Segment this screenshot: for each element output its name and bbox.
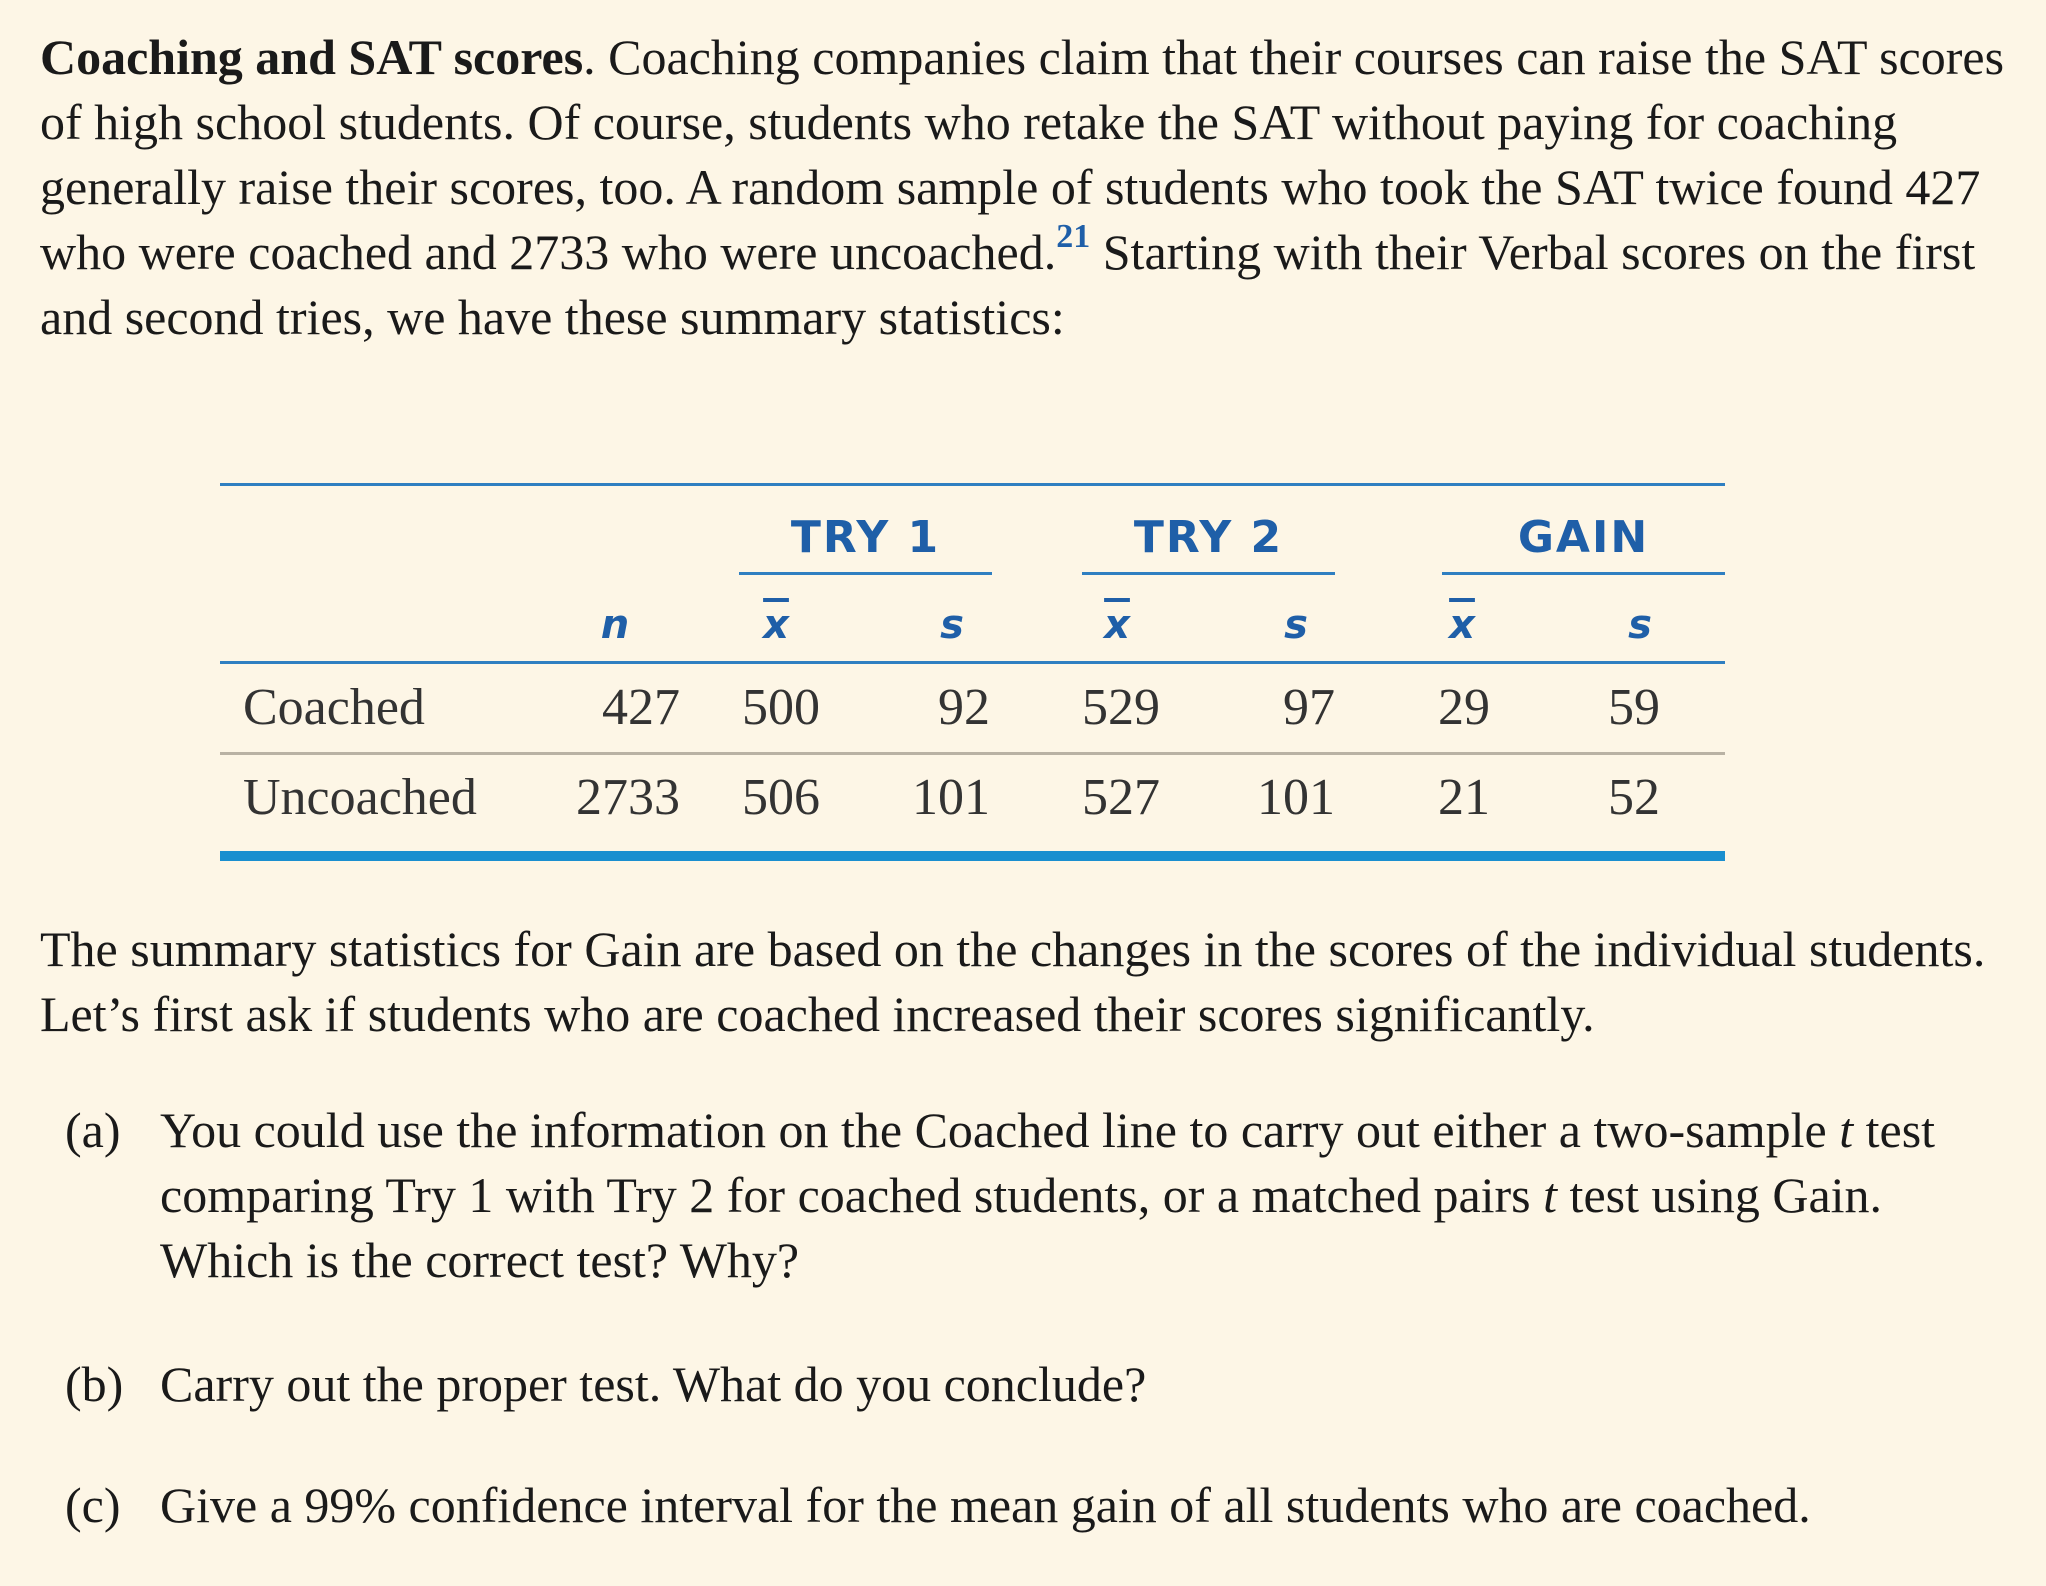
question-c-text: Give a 99% confidence interval for the mean gain of all students who are coached.	[160, 1477, 1811, 1533]
cell-uncoached-gain-s: 52	[1608, 769, 1660, 826]
row-label-uncoached: Uncoached	[243, 769, 477, 826]
problem-intro	[40, 25, 2010, 350]
col-header-gain-mean: $\overline{x}$	[1449, 602, 1475, 648]
group-header-try1: TRY 1	[790, 512, 941, 563]
question-a-text: You could use the information on the Coached line to carry out either a two-sample t test comparing Try 1 with Try 2 for coached students, or a matched pairs t test using Gain. Which is the correct test? Why?	[160, 1102, 1936, 1288]
table-bottom-rule	[220, 851, 1725, 861]
cell-uncoached-try1-s: 101	[912, 769, 990, 826]
group-header-try2: TRY 2	[1133, 512, 1284, 563]
col-header-try2-mean: $\overline{x}$	[1104, 602, 1130, 648]
cell-uncoached-gain-mean: 21	[1438, 769, 1490, 826]
col-header-n: n	[600, 602, 630, 648]
question-b-text: Carry out the proper test. What do you conclude?	[160, 1356, 1147, 1412]
summary-paragraph: The summary statistics for Gain are based on the changes in the scores of the individual students. Let’s first ask if students who are coached increased their scores significantly.	[40, 921, 1986, 1042]
question-a-label: (a)	[65, 1102, 121, 1158]
group-rule-try2	[1082, 572, 1335, 575]
cell-uncoached-try1-mean: 506	[742, 769, 820, 826]
footnote-ref[interactable]: 21	[1056, 218, 1091, 255]
intro-text: . Coaching companies claim that their courses can raise the SAT scores of high school students. Of course, students who retake the SAT without paying for coaching generally raise their scores, too. A random sample of students who took the SAT twice found 427 who were coached and 2733 who were uncoached.	[40, 29, 2005, 280]
col-header-try2-s: s	[1284, 602, 1308, 648]
col-header-try1-mean: $\overline{x}$	[763, 602, 789, 648]
header-rule	[220, 661, 1725, 664]
question-c-label: (c)	[65, 1477, 121, 1533]
table-top-rule	[220, 483, 1725, 486]
question-b-label: (b)	[65, 1356, 124, 1412]
cell-uncoached-try2-mean: 527	[1082, 769, 1160, 826]
cell-coached-try2-mean: 529	[1082, 679, 1160, 736]
col-header-gain-s: s	[1628, 602, 1652, 648]
cell-coached-gain-mean: 29	[1438, 679, 1490, 736]
cell-coached-try1-s: 92	[938, 679, 990, 736]
col-header-try1-s: s	[940, 602, 964, 648]
row-label-coached: Coached	[243, 679, 425, 736]
cell-coached-try1-mean: 500	[742, 679, 820, 736]
cell-uncoached-try2-s: 101	[1257, 769, 1335, 826]
group-rule-try1	[739, 572, 992, 575]
cell-coached-try2-s: 97	[1283, 679, 1335, 736]
problem-title: Coaching and SAT scores	[40, 29, 584, 85]
group-header-gain: GAIN	[1517, 512, 1650, 563]
cell-coached-n: 427	[602, 679, 680, 736]
intro-text-continued: Starting with their Verbal scores on the first and second tries, we have these summary statistics:	[40, 224, 1976, 345]
row-divider	[220, 752, 1725, 755]
group-rule-gain	[1442, 572, 1725, 575]
cell-uncoached-n: 2733	[576, 769, 680, 826]
cell-coached-gain-s: 59	[1608, 679, 1660, 736]
summary-statistics-table	[220, 480, 1725, 860]
